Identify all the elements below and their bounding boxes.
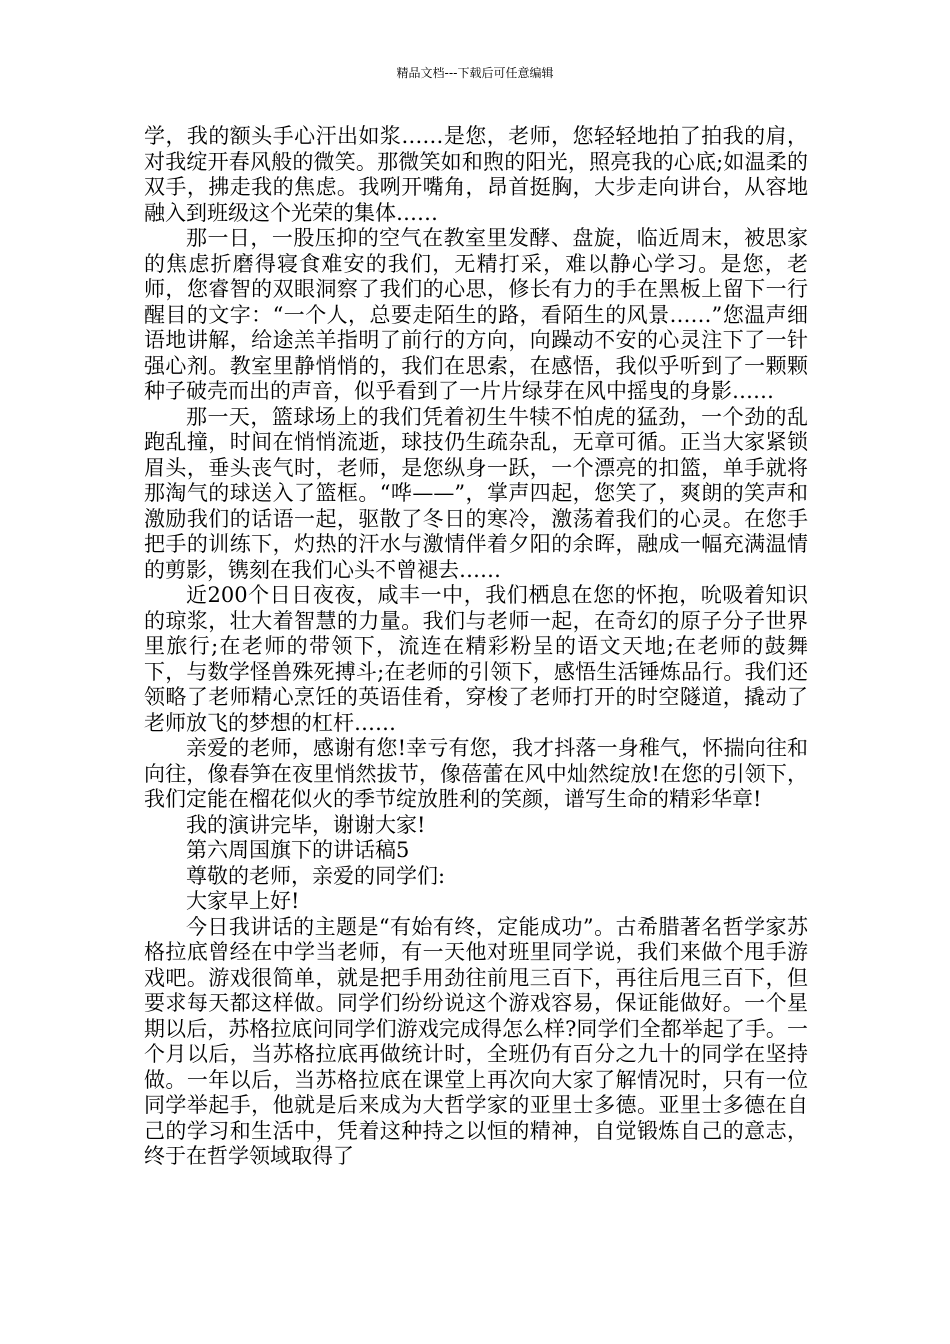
page-header: 精品文档---下载后可任意编辑: [396, 66, 554, 80]
paragraph-closing: 我的演讲完毕，谢谢大家!: [186, 812, 426, 837]
speech-salutation: 尊敬的老师，亲爱的同学们:: [186, 863, 446, 888]
paragraph-3: 那一天，篮球场上的我们凭着初生牛犊不怕虎的猛劲，一个劲的乱跑乱撞，时间在悄悄流逝，球技仍生疏杂乱，无章可循。正当大家紧锁眉头，垂头丧气时，老师，是您纵身一跃，一个漂亮的扣篮，单手就将那淘气的球送入了篮框。“哗——”，掌声四起，您笑了，爽朗的笑声和激励我们的话语一起，驱散了冬日的寒冷，激荡着我们的心灵。在您手把手的训练下，灼热的汗水与激情伴着夕阳的余晖，融成一幅充满温情的剪影，镌刻在我们心头不曾褪去……: [144, 404, 808, 582]
paragraph-1: 学，我的额头手心汗出如浆……是您，老师，您轻轻地拍了拍我的肩，对我绽开春风般的微笑。那微笑如和煦的阳光，照亮我的心底;如温柔的双手，拂走我的焦虑。我咧开嘴角，昂首挺胸，大步走向讲台，从容地融入到班级这个光荣的集体……: [144, 124, 808, 225]
speech-title: 第六周国旗下的讲话稿5: [186, 838, 410, 862]
paragraph-2: 那一日，一股压抑的空气在教室里发酵、盘旋，临近周末，被思家的焦虑折磨得寝食难安的我们，无精打采，难以静心学习。是您，老师，您睿智的双眼洞察了我们的心思，修长有力的手在黑板上留下一行醒目的文字：“一个人，总要走陌生的路，看陌生的风景……”您温声细语地讲解，给途羔羊指明了前行的方向，向躁动不安的心灵注下了一针强心剂。教室里静悄悄的，我们在思索，在感悟，我似乎听到了一颗颗种子破壳而出的声音，似乎看到了一片片绿芽在风中摇曳的身影……: [144, 226, 808, 403]
document-body: [144, 124, 808, 1170]
paragraph-6: 今日我讲话的主题是“有始有终，定能成功”。古希腊著名哲学家苏格拉底曾经在中学当老师，有一天他对班里同学说，我们来做个甩手游戏吧。游戏很简单，就是把手用劲往前甩三百下，再往后甩三百下，但要求每天都这样做。同学们纷纷说这个游戏容易，保证能做好。一个星期以后，苏格拉底问同学们游戏完成得怎么样?同学们全都举起了手。一个月以后，当苏格拉底再做统计时，全班仍有百分之九十的同学在坚持做。一年以后，当苏格拉底在课堂上再次向大家了解情况时，只有一位同学举起手，他就是后来成为大哲学家的亚里士多德。亚里士多德在自己的学习和生活中，凭着这种持之以恒的精神，自觉锻炼自己的意志，终于在哲学领域取得了: [144, 914, 808, 1168]
paragraph-4: 近200个日日夜夜，咸丰一中，我们栖息在您的怀抱，吮吸着知识的琼浆，壮大着智慧的力量。我们与老师一起，在奇幻的原子分子世界里旅行;在老师的带领下，流连在精彩粉呈的语文天地;在老师的鼓舞下，与数学怪兽殊死搏斗;在老师的引领下，感悟生活锤炼品行。我们还领略了老师精心烹饪的英语佳肴，穿梭了老师打开的时空隧道，撬动了老师放飞的梦想的杠杆……: [144, 583, 808, 735]
paragraph-5: 亲爱的老师，感谢有您!幸亏有您，我才抖落一身稚气，怀揣向往和向往，像春笋在夜里悄然拔节，像蓓蕾在风中灿然绽放!在您的引领下，我们定能在榴花似火的季节绽放胜利的笑颜，谱写生命的精彩华章!: [144, 736, 808, 811]
speech-greeting: 大家早上好!: [186, 889, 300, 913]
